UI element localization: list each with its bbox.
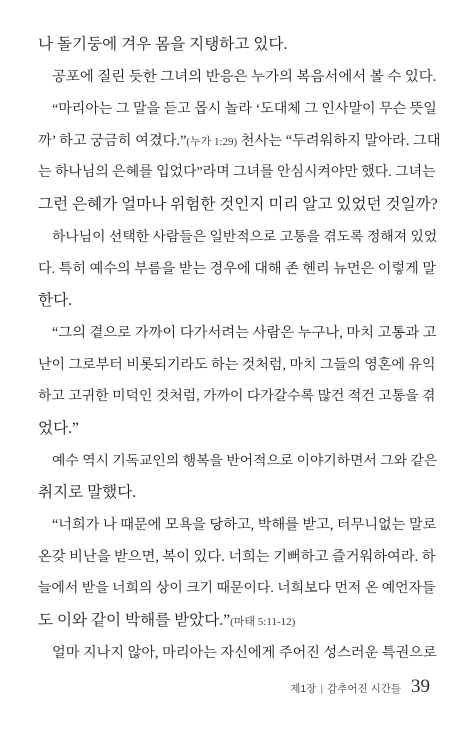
line-text: 까’ 하고 궁금히 여겼다.”	[38, 133, 187, 149]
text-line	[38, 477, 438, 509]
line-text: 었다.”	[38, 420, 79, 437]
line-text: “너희가 나 때문에 모욕을 당하고, 박해를 받고, 터무니없는 말로	[52, 517, 437, 533]
chapter-label: 제1장	[290, 683, 317, 695]
text-line	[38, 573, 438, 605]
text-line	[38, 285, 438, 317]
text-line	[38, 221, 438, 253]
line-text: 하고 고귀한 미덕인 것처럼, 가까이 다가갈수록 많건 적건 고통을 겪	[38, 389, 436, 404]
line-text: 난이 그로부터 비롯되기라도 하는 것처럼, 마치 그들의 영혼에 유익	[38, 357, 436, 373]
text-line	[38, 605, 438, 637]
text-line	[38, 413, 438, 445]
line-text: 얼마 지나지 않아, 마리아는 자신에게 주어진 성스러운 특권으로	[52, 645, 437, 661]
paragraph	[38, 509, 438, 637]
text-line	[38, 445, 438, 477]
line-text: 도 이와 같이 박해를 받았다.”	[38, 612, 231, 629]
line-text-after-citation: 천사는 “두려워하지 말아라. 그대	[237, 133, 441, 149]
page-number: 39	[411, 676, 430, 697]
body-text	[38, 29, 441, 669]
paragraph	[38, 317, 438, 445]
text-line	[38, 29, 438, 61]
paragraph	[38, 29, 438, 61]
paragraph	[38, 93, 441, 221]
line-text: 그런 은혜가 얼마나 위험한 것인지 미리 알고 있었던 것일까?	[38, 196, 438, 213]
line-text: 공포에 질린 듯한 그녀의 반응은 누가의 복음서에서 볼 수 있다.	[52, 69, 437, 85]
paragraph	[38, 637, 438, 669]
paragraph	[38, 61, 438, 93]
footer-separator: |	[320, 683, 324, 695]
line-text: 는 하나님의 은혜를 입었다”라며 그녀를 안심시켜야만 했다. 그녀는	[38, 165, 436, 180]
text-line	[38, 381, 438, 413]
paragraph	[38, 221, 438, 317]
section-title: 감추어진 시간들	[327, 683, 401, 695]
scripture-citation: (누가 1:29)	[186, 136, 238, 148]
line-text: 한다.	[38, 292, 73, 309]
line-text: 예수 역시 기독교인의 행복을 반어적으로 이야기하면서 그와 같은	[52, 453, 438, 468]
text-line	[38, 125, 441, 157]
line-text: 취지로 말했다.	[38, 484, 137, 501]
line-text: 온갖 비난을 받으면, 복이 있다. 너희는 기뻐하고 즐거워하여라. 하	[38, 549, 436, 565]
text-line	[38, 317, 438, 349]
text-line	[38, 189, 438, 221]
text-line	[38, 637, 438, 669]
text-line	[38, 349, 438, 381]
text-line	[38, 157, 438, 189]
line-text: 다. 특히 예수의 부름을 받는 경우에 대해 존 헨리 뉴먼은 이렇게 말	[38, 261, 437, 277]
text-line	[38, 93, 438, 125]
line-text: 나 돌기둥에 겨우 몸을 지탱하고 있다.	[38, 36, 288, 53]
paragraph	[38, 445, 438, 509]
line-text: 늘에서 받을 너희의 상이 크기 때문이다. 너희보다 먼저 온 예언자들	[38, 581, 436, 596]
text-line	[38, 61, 438, 93]
line-text: 하나님이 선택한 사람들은 일반적으로 고통을 겪도록 정해져 있었	[52, 229, 438, 244]
line-text: “마리아는 그 말을 듣고 몹시 놀라 ‘도대체 그 인사말이 무슨 뜻일	[52, 101, 437, 117]
text-line	[38, 253, 438, 285]
running-footer	[290, 676, 430, 698]
text-line	[38, 509, 438, 541]
scripture-citation: (마태 5:11-12)	[230, 616, 296, 628]
line-text: “그의 곁으로 가까이 다가서려는 사람은 누구나, 마치 고통과 고	[52, 325, 437, 341]
text-line	[38, 541, 438, 573]
